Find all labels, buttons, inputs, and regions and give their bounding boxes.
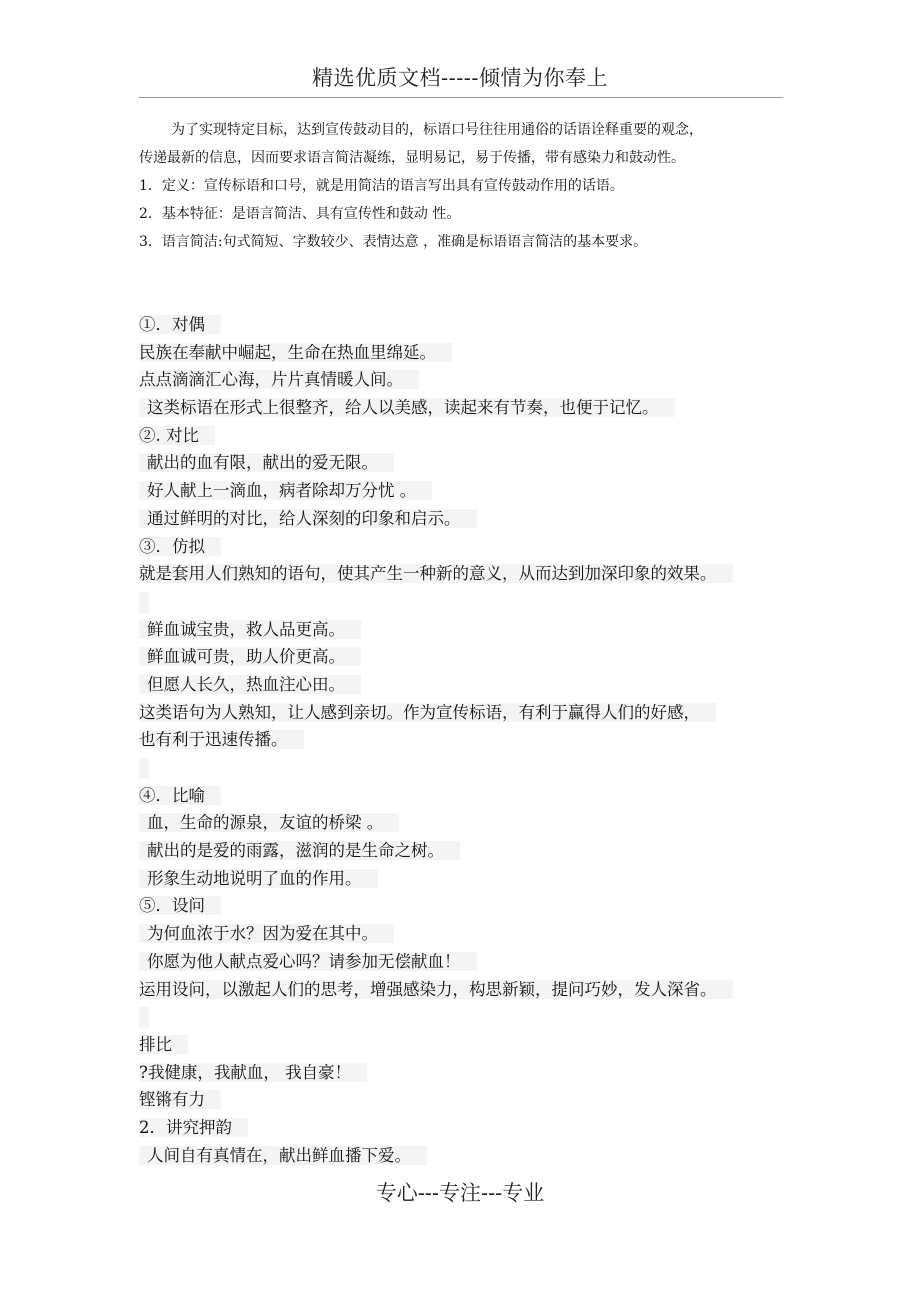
example-line: 但愿人长久，热血注心田。 [139, 675, 361, 694]
intro-item-concise: 3．语言简洁:句式简短、字数较少、表情达意 ，准确是标语语言简洁的基本要求。 [139, 234, 648, 250]
blank-line-marker [139, 592, 149, 613]
header-divider [139, 97, 783, 98]
example-line: 血，生命的源泉，友谊的桥梁 。 [139, 813, 399, 832]
example-line: ?我健康，我献血， 我自豪！ [139, 1063, 367, 1082]
section-heading-duiou: ①．对偶 [139, 315, 221, 334]
section-heading-biyu: ④．比喻 [139, 786, 221, 805]
blank-line-marker [139, 758, 149, 779]
example-line: 献出的是爱的雨露，滋润的是生命之树。 [139, 841, 460, 860]
example-line: 鲜血诚宝贵，救人品更高。 [139, 620, 361, 639]
intro-block [139, 116, 789, 256]
explanation-line: 也有利于迅速传播。 [139, 730, 304, 749]
intro-paragraph-cont: 传递最新的信息，因而要求语言简洁凝练，显明易记，易于传播，带有感染力和鼓动性。 [139, 150, 685, 166]
intro-item-definition: 1．定义：宣传标语和口号，就是用简洁的语言写出具有宣传鼓动作用的话语。 [139, 178, 624, 194]
section-heading-shewen: ⑤．设问 [139, 896, 221, 915]
document-body [139, 311, 799, 1169]
blank-line-marker [139, 1007, 149, 1028]
intro-item-features: 2．基本特征：是语言简洁、具有宣传性和鼓动 性。 [139, 206, 461, 222]
intro-paragraph: 为了实现特定目标，达到宣传鼓动目的，标语口号往往用通俗的话语诠释重要的观念， [171, 122, 703, 138]
explanation-line: 铿锵有力 [139, 1090, 221, 1109]
page-header: 精选优质文档-----倾情为你奉上 [312, 66, 608, 90]
section-heading-fangni: ③．仿拟 [139, 537, 221, 556]
explanation-line: 这类标语在形式上很整齐，给人以美感，读起来有节奏，也便于记忆。 [139, 398, 675, 417]
page-footer: 专心---专注---专业 [375, 1181, 545, 1205]
example-line: 献出的血有限，献出的爱无限。 [139, 453, 394, 472]
explanation-line: 形象生动地说明了血的作用。 [139, 869, 378, 888]
explanation-line: 通过鲜明的对比，给人深刻的印象和启示。 [139, 509, 477, 528]
description-line: 就是套用人们熟知的语句，使其产生一种新的意义，从而达到加深印象的效果。 [139, 564, 733, 583]
section-heading-duibi: ②. 对比 [139, 426, 215, 445]
example-line: 你愿为他人献点爱心吗？请参加无偿献血！ [139, 952, 477, 971]
section-heading-paibi: 排比 [139, 1035, 188, 1054]
example-line: 为何血浓于水？因为爱在其中。 [139, 924, 394, 943]
explanation-line: 运用设问，以激起人们的思考，增强感染力，构思新颖，提问巧妙，发人深省。 [139, 980, 733, 999]
section-heading-yayun: 2．讲究押韵 [139, 1118, 248, 1137]
example-line: 点点滴滴汇心海，片片真情暖人间。 [139, 370, 419, 389]
example-line: 人间自有真情在，献出鲜血播下爱。 [139, 1146, 427, 1165]
example-line: 好人献上一滴血，病者除却万分忧 。 [139, 481, 432, 500]
example-line: 鲜血诚可贵，助人价更高。 [139, 647, 361, 666]
explanation-line: 这类语句为人熟知，让人感到亲切。作为宣传标语，有利于赢得人们的好感， [139, 703, 716, 722]
example-line: 民族在奉献中崛起，生命在热血里绵延。 [139, 343, 452, 362]
